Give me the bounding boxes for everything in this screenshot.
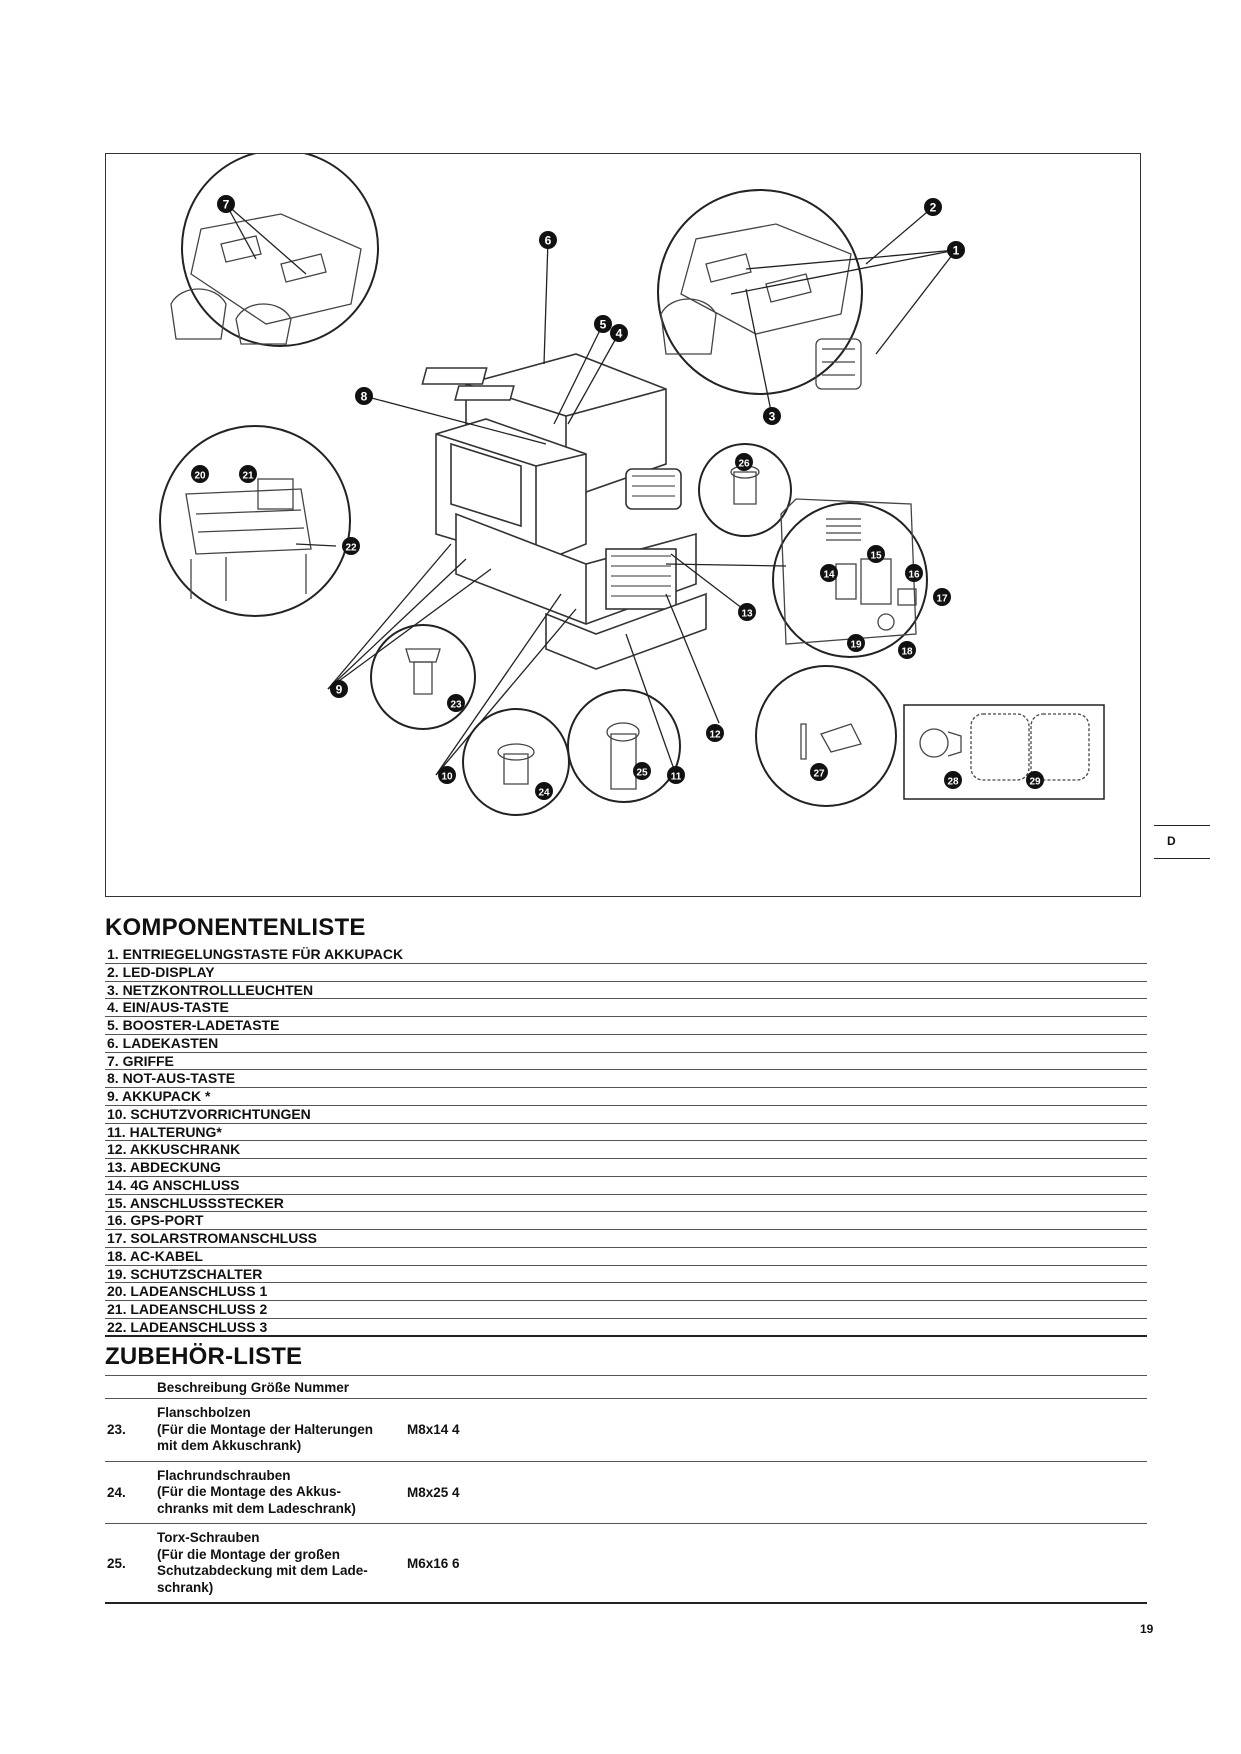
accessories-table — [105, 1375, 1147, 1604]
detail-circle-top-panel — [658, 190, 862, 394]
callout-22 — [342, 537, 360, 555]
component-item: 20. LADEANSCHLUSS 1 — [105, 1283, 1147, 1301]
callout-14 — [820, 564, 838, 582]
svg-text:5: 5 — [599, 317, 607, 332]
svg-text:28: 28 — [947, 776, 959, 788]
callout-18 — [898, 641, 916, 659]
svg-text:1: 1 — [952, 243, 960, 258]
detail-circle-part-27 — [756, 666, 896, 806]
svg-text:27: 27 — [813, 768, 825, 780]
callout-16 — [905, 564, 923, 582]
accessories-header: Beschreibung Größe Nummer — [157, 1376, 1147, 1399]
component-item: 3. NETZKONTROLLLEUCHTEN — [105, 982, 1147, 1000]
component-item: 1. ENTRIEGELUNGSTASTE FÜR AKKUPACK — [105, 946, 1147, 964]
accessory-number: 25. — [105, 1524, 157, 1604]
accessory-description: Flachrundschrauben (Für die Montage des Akkus- chranks mit dem Ladeschrank) — [157, 1461, 407, 1524]
accessories-title: ZUBEHÖR-LISTE — [105, 1343, 303, 1370]
callout-17 — [933, 588, 951, 606]
component-item: 7. GRIFFE — [105, 1053, 1147, 1071]
svg-text:12: 12 — [709, 729, 721, 741]
main-unit — [422, 354, 706, 669]
svg-text:10: 10 — [441, 771, 453, 783]
diagram-drawing — [106, 154, 1142, 898]
callout-28 — [944, 771, 962, 789]
accessories-header-row — [105, 1376, 1147, 1399]
svg-text:19: 19 — [850, 639, 862, 651]
svg-text:13: 13 — [741, 608, 753, 620]
callout-26 — [735, 453, 753, 471]
accessory-row — [105, 1524, 1147, 1604]
callout-7 — [217, 195, 235, 213]
callout-2 — [924, 198, 942, 216]
callout-11 — [667, 766, 685, 784]
callout-9 — [330, 680, 348, 698]
svg-text:3: 3 — [768, 409, 776, 424]
component-item: 21. LADEANSCHLUSS 2 — [105, 1301, 1147, 1319]
svg-text:21: 21 — [242, 470, 254, 482]
svg-text:2: 2 — [929, 200, 937, 215]
svg-text:15: 15 — [870, 550, 882, 562]
svg-text:16: 16 — [908, 569, 920, 581]
language-tab — [1154, 825, 1210, 859]
component-item: 5. BOOSTER-LADETASTE — [105, 1017, 1147, 1035]
component-item: 22. LADEANSCHLUSS 3 — [105, 1319, 1147, 1337]
callout-21 — [239, 465, 257, 483]
svg-text:20: 20 — [194, 470, 206, 482]
component-item: 14. 4G ANSCHLUSS — [105, 1177, 1147, 1195]
component-item: 8. NOT-AUS-TASTE — [105, 1070, 1147, 1088]
accessory-size-qty: M8x14 4 — [407, 1399, 1147, 1462]
svg-text:24: 24 — [538, 787, 550, 799]
svg-text:14: 14 — [823, 569, 835, 581]
callout-1 — [947, 241, 965, 259]
svg-text:7: 7 — [222, 197, 230, 212]
component-item: 4. EIN/AUS-TASTE — [105, 999, 1147, 1017]
callout-27 — [810, 763, 828, 781]
accessory-number: 24. — [105, 1461, 157, 1524]
components-list — [105, 946, 1147, 1337]
svg-text:26: 26 — [738, 458, 750, 470]
callout-24 — [535, 782, 553, 800]
detail-circle-charge-ports — [160, 426, 350, 616]
svg-text:4: 4 — [615, 326, 623, 341]
callout-3 — [763, 407, 781, 425]
svg-text:6: 6 — [544, 233, 552, 248]
callout-19 — [847, 634, 865, 652]
svg-text:8: 8 — [360, 389, 368, 404]
accessory-size-qty: M8x25 4 — [407, 1461, 1147, 1524]
component-item: 17. SOLARSTROMANSCHLUSS — [105, 1230, 1147, 1248]
svg-text:23: 23 — [450, 699, 462, 711]
component-diagram — [105, 153, 1141, 897]
svg-text:9: 9 — [335, 682, 343, 697]
callout-20 — [191, 465, 209, 483]
detail-circle-part-23 — [371, 625, 475, 729]
callout-13 — [738, 603, 756, 621]
component-item: 11. HALTERUNG* — [105, 1124, 1147, 1142]
component-item: 6. LADEKASTEN — [105, 1035, 1147, 1053]
component-item: 19. SCHUTZSCHALTER — [105, 1266, 1147, 1284]
component-item: 15. ANSCHLUSSSTECKER — [105, 1195, 1147, 1213]
component-item: 10. SCHUTZVORRICHTUNGEN — [105, 1106, 1147, 1124]
accessory-description: Flanschbolzen (Für die Montage der Halterungen mit dem Akkuschrank) — [157, 1399, 407, 1462]
component-item: 18. AC-KABEL — [105, 1248, 1147, 1266]
svg-text:29: 29 — [1029, 776, 1041, 788]
svg-text:22: 22 — [345, 542, 357, 554]
language-tab-label: D — [1167, 834, 1176, 848]
svg-text:17: 17 — [936, 593, 948, 605]
callout-6 — [539, 231, 557, 249]
detail-circle-part-25 — [568, 690, 680, 802]
svg-text:25: 25 — [636, 767, 648, 779]
accessory-description: Torx-Schrauben (Für die Montage der großen Schutzabdeckung mit dem Lade- schrank) — [157, 1524, 407, 1604]
detail-box-28-29 — [904, 705, 1104, 799]
svg-text:18: 18 — [901, 646, 913, 658]
callout-29 — [1026, 771, 1044, 789]
component-item: 13. ABDECKUNG — [105, 1159, 1147, 1177]
callout-10 — [438, 766, 456, 784]
detail-circle-handles — [182, 154, 378, 346]
callout-4 — [610, 324, 628, 342]
component-item: 16. GPS-PORT — [105, 1212, 1147, 1230]
accessory-row — [105, 1461, 1147, 1524]
components-title: KOMPONENTENLISTE — [105, 914, 366, 941]
callout-23 — [447, 694, 465, 712]
accessory-size-qty: M6x16 6 — [407, 1524, 1147, 1604]
callout-15 — [867, 545, 885, 563]
svg-text:11: 11 — [670, 771, 682, 783]
component-item: 12. AKKUSCHRANK — [105, 1141, 1147, 1159]
component-item: 9. AKKUPACK * — [105, 1088, 1147, 1106]
accessory-row — [105, 1399, 1147, 1462]
component-item: 2. LED-DISPLAY — [105, 964, 1147, 982]
callout-5 — [594, 315, 612, 333]
accessory-number: 23. — [105, 1399, 157, 1462]
callout-8 — [355, 387, 373, 405]
callout-markers — [191, 195, 1044, 800]
callout-12 — [706, 724, 724, 742]
page-number: 19 — [1140, 1622, 1154, 1636]
callout-25 — [633, 762, 651, 780]
